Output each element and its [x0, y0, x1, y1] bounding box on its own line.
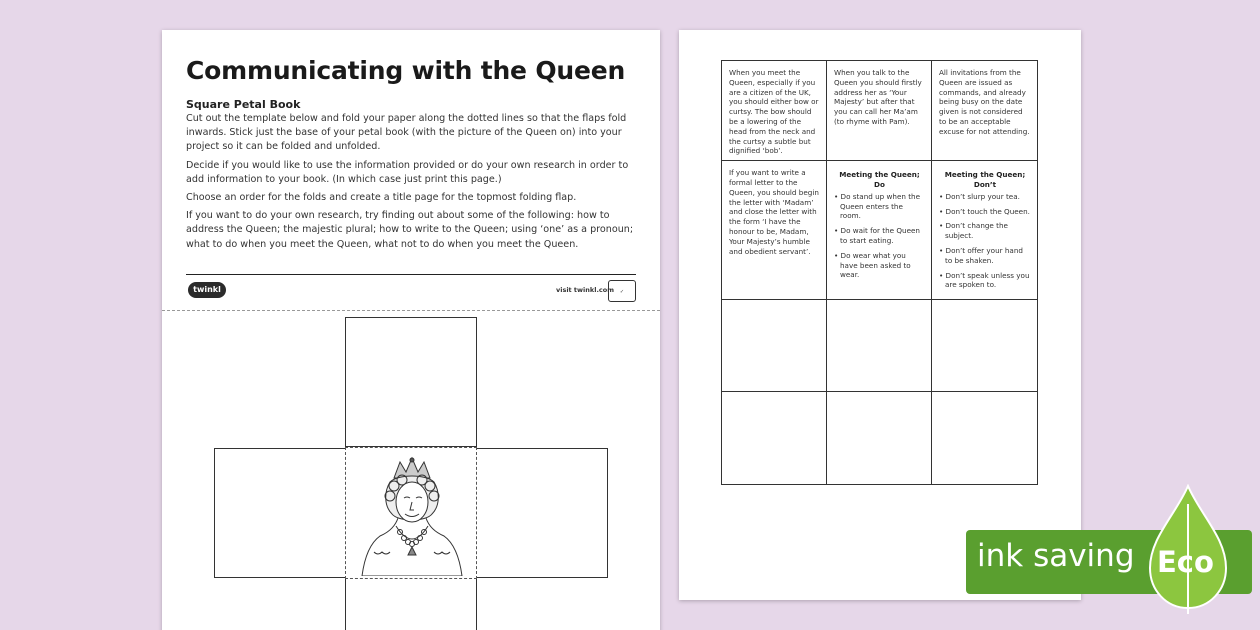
grid-cell [827, 61, 932, 161]
grid-cell-empty [827, 300, 932, 392]
instruction-paragraph: If you want to do your own research, try finding out about some of the following: how to address the Queen; the majestic plural; how to write to the Queen; using ‘one’ as a pronoun; what to do when you meet the Queen, what not to do when you meet the Queen. [186, 210, 634, 250]
cell-text: All invitations from the Queen are issued as commands, and already being busy on the date given is not considered to be an acceptable excuse for not attending. [939, 68, 1030, 136]
instructions [186, 112, 638, 256]
page-title: Communicating with the Queen [186, 56, 626, 85]
grid-cell-empty [827, 392, 932, 484]
brand-logo: twinkl [188, 282, 226, 298]
grid-cell [722, 161, 827, 300]
visit-link[interactable]: visit twinkl.com [556, 286, 615, 294]
worksheet-page-left [162, 30, 660, 630]
cell-text: If you want to write a formal letter to the Queen, you should begin the letter with ‘Madam’ and close the letter with the form ‘I have the honour to be, Madam, Your Majesty’s humble and obedient servant’. [729, 168, 819, 256]
flap-text-grid [721, 60, 1038, 485]
eco-label: ink saving [977, 538, 1135, 574]
grid-cell-dos [827, 161, 932, 300]
grid-cell-empty [722, 300, 827, 392]
petal-flap-right [476, 448, 608, 578]
petal-flap-bottom [345, 578, 477, 630]
grid-cell-empty [932, 392, 1037, 484]
list-item: • Don’t offer your hand to be shaken. [939, 246, 1031, 266]
grid-cell-donts [932, 161, 1037, 300]
instruction-paragraph: Choose an order for the folds and create a title page for the topmost folding flap. [186, 192, 577, 204]
dos-list [834, 192, 925, 280]
list-item: • Don’t change the subject. [939, 221, 1031, 241]
list-item: • Do stand up when the Queen enters the room. [834, 192, 925, 221]
petal-flap-left [214, 448, 346, 578]
grid-cell [932, 61, 1037, 161]
list-item: • Do wait for the Queen to start eating. [834, 226, 925, 246]
cell-heading: Meeting the Queen; Don’t [944, 170, 1026, 189]
donts-list [939, 192, 1031, 290]
cell-heading: Meeting the Queen; Do [839, 170, 920, 189]
divider [186, 274, 636, 275]
cell-text: When you talk to the Queen you should firstly address her as ‘Your Majesty’ but after that you can call her Ma’am (to rhyme with Pam). [834, 68, 922, 126]
quality-badge-icon: ✓ [608, 280, 636, 302]
grid-cell-empty [722, 392, 827, 484]
worksheet-page-right [679, 30, 1081, 600]
cell-text: When you meet the Queen, especially if you are a citizen of the UK, you should either bow or curtsy. The bow should be a lowering of the head from the neck and the curtsy a subtle but dignified ‘bob’. [729, 68, 819, 156]
queen-portrait-icon [354, 452, 470, 576]
list-item: • Don’t slurp your tea. [939, 192, 1031, 202]
eco-badge: Eco [1157, 545, 1214, 579]
list-item: • Don’t speak unless you are spoken to. [939, 271, 1031, 291]
grid-cell [722, 61, 827, 161]
grid-cell-empty [932, 300, 1037, 392]
petal-flap-top [345, 317, 477, 447]
petal-book-base [345, 447, 477, 579]
instruction-paragraph: Cut out the template below and fold your paper along the dotted lines so that the flaps fold inwards. Stick just the base of your petal book (with the picture of the Queen on) into your project so it can be folded and unfolded. [186, 113, 627, 153]
fold-line [162, 310, 660, 311]
list-item: • Do wear what you have been asked to wear. [834, 251, 925, 280]
instruction-paragraph: Decide if you would like to use the information provided or do your own research in order to add information to your book. (In which case just print this page.) [186, 159, 629, 185]
list-item: • Don’t touch the Queen. [939, 207, 1031, 217]
page-subtitle: Square Petal Book [186, 98, 301, 111]
